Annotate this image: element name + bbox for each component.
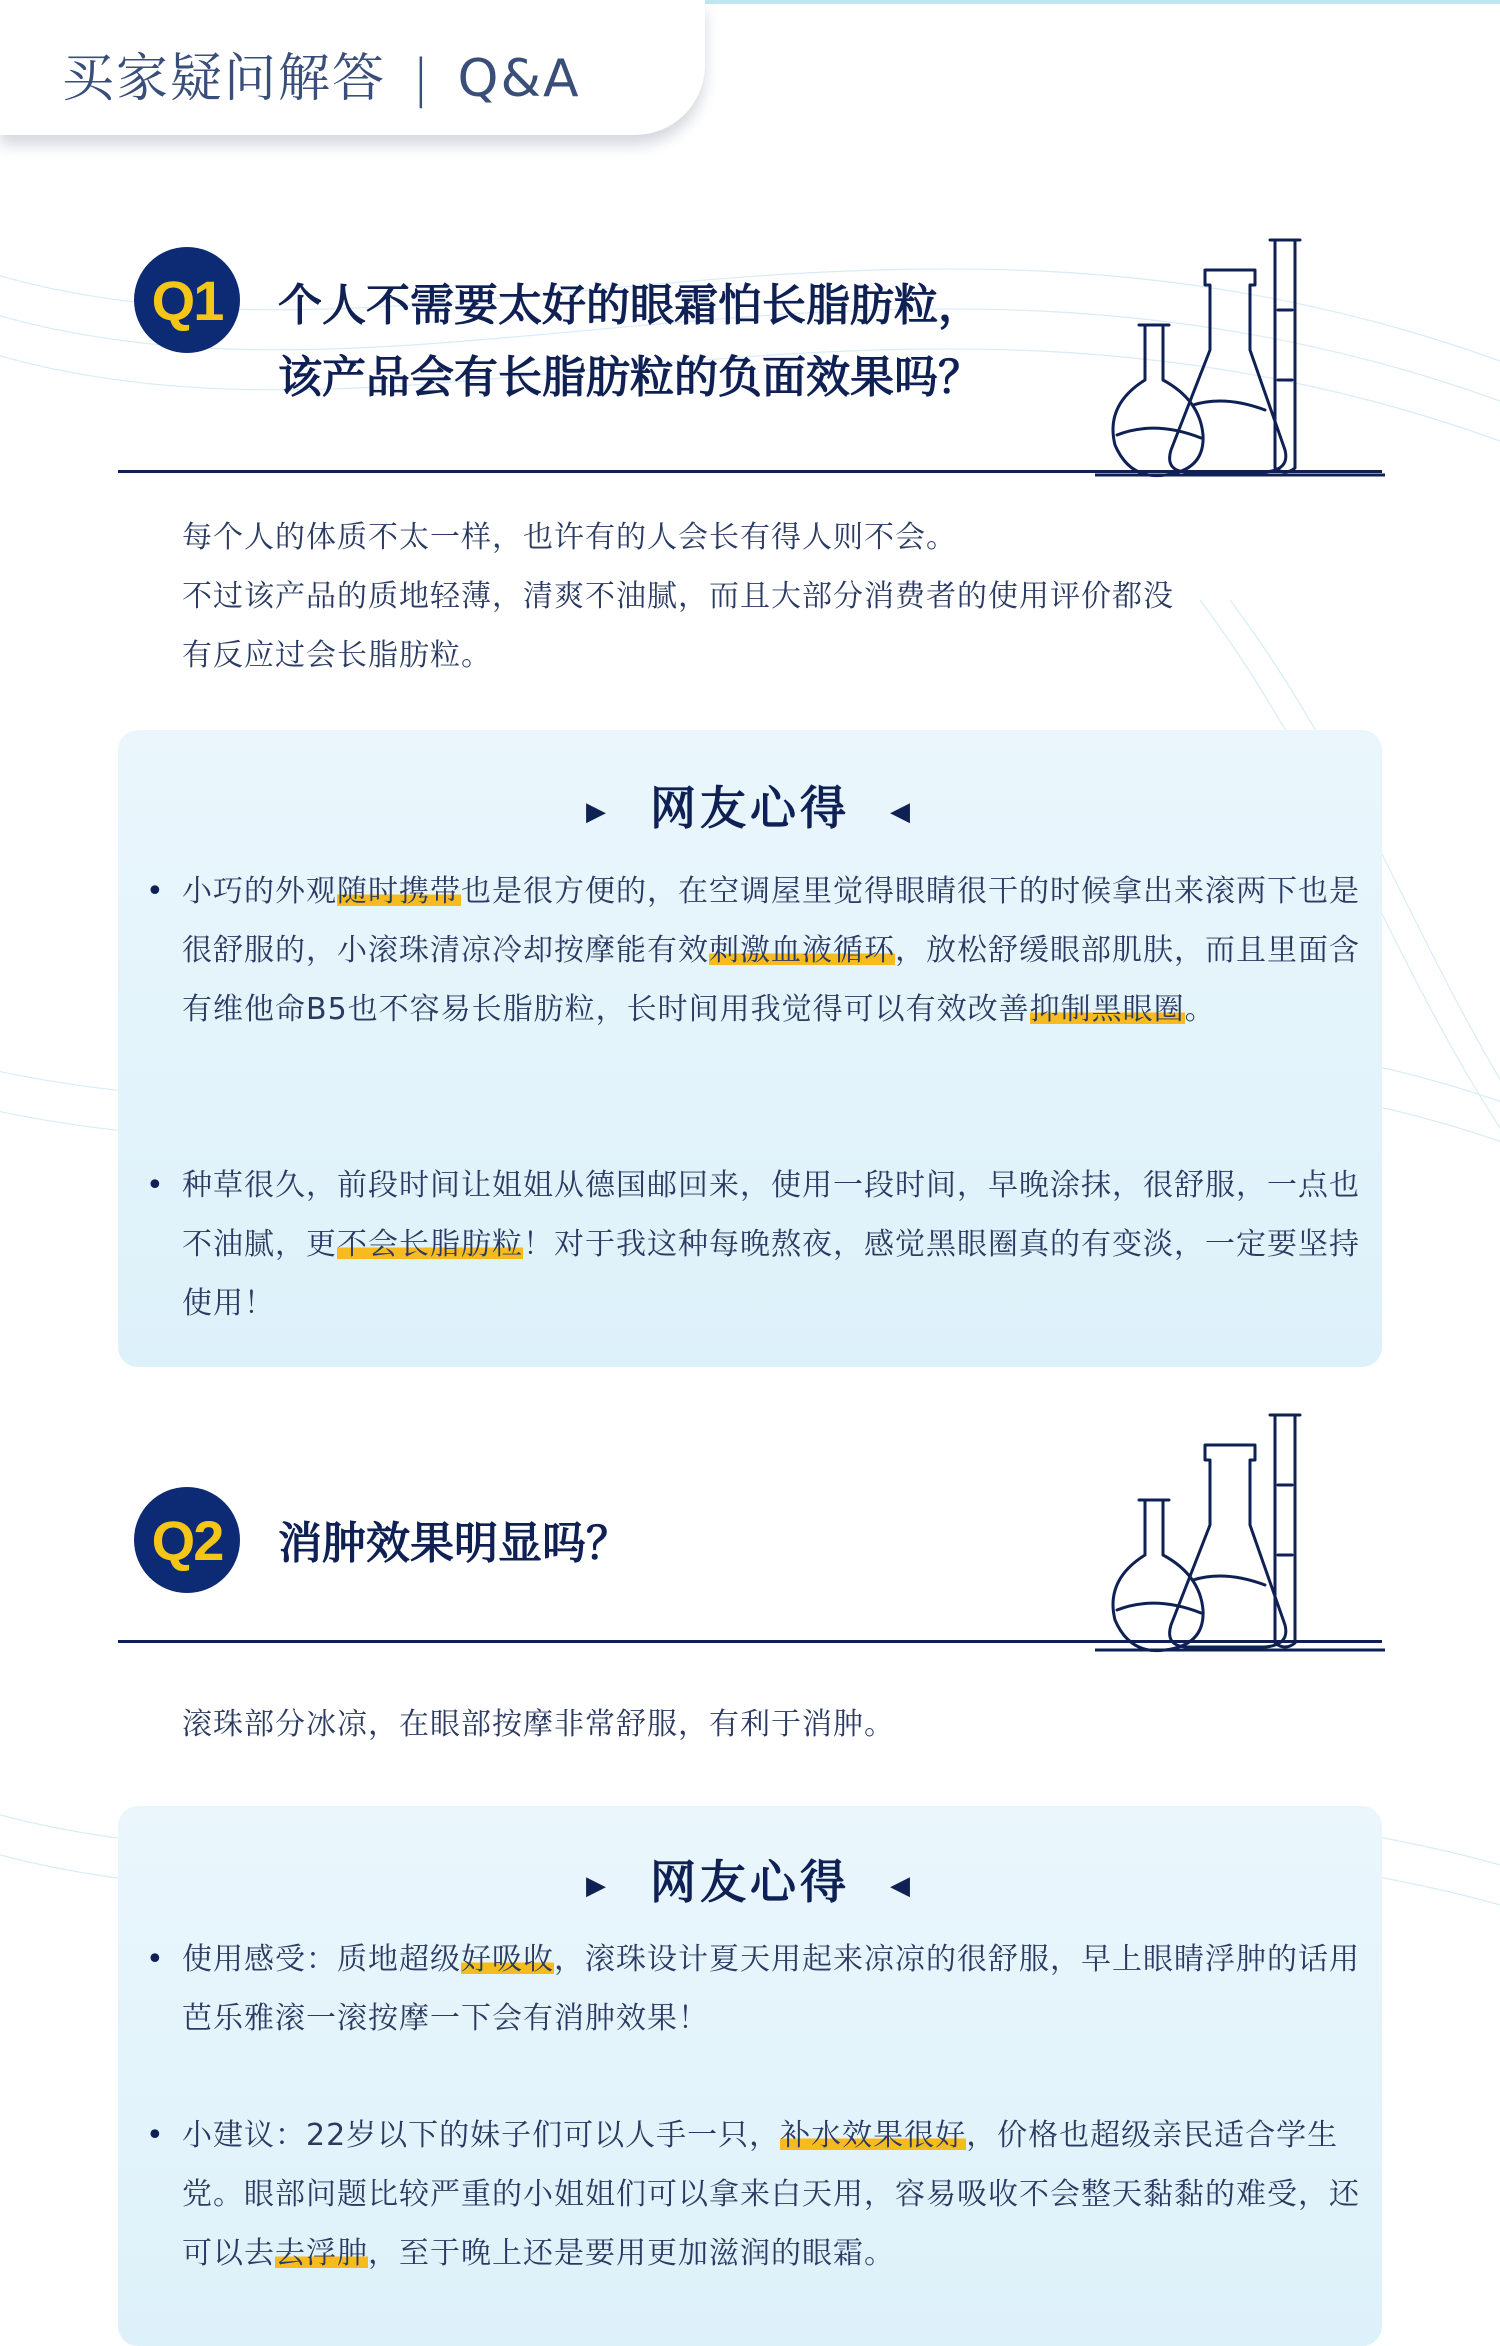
page-subtitle: Q&A bbox=[457, 49, 581, 109]
arrow-right-icon: ▶ bbox=[586, 796, 610, 827]
q1-reviews-panel bbox=[118, 730, 1382, 1367]
q1-panel-title-text: 网友心得 bbox=[650, 781, 850, 835]
q1-answer-line1: 每个人的体质不太一样，也许有的人会长有得人则不会。 bbox=[182, 520, 957, 555]
bullet-icon: • bbox=[146, 1168, 165, 1203]
page-title bbox=[62, 36, 581, 111]
comment-text: 也是很方便的，在空调屋里觉得眼睛很干的时候拿出来滚两下也是很舒服的，小滚珠清凉冷却按摩能有效 bbox=[182, 874, 1360, 968]
q2-answer bbox=[182, 1695, 1357, 1754]
bullet-icon: • bbox=[146, 874, 165, 909]
q2-panel-title bbox=[118, 1846, 1382, 1912]
q1-question-line1: 个人不需要太好的眼霜怕长脂肪粒， bbox=[278, 280, 982, 331]
comment-text: 。 bbox=[1184, 992, 1216, 1027]
highlight-text: 随时携带 bbox=[337, 874, 461, 909]
arrow-right-icon: ▶ bbox=[586, 1870, 610, 1901]
q2-divider bbox=[118, 1640, 1382, 1643]
comment-text: 小建议：22岁以下的妹子们可以人手一只， bbox=[182, 2118, 781, 2153]
highlight-text: 抑制黑眼圈 bbox=[1029, 992, 1185, 1027]
q1-question bbox=[278, 270, 982, 414]
arrow-left-icon: ◀ bbox=[890, 796, 914, 827]
bullet-icon: • bbox=[146, 2118, 165, 2153]
q1-comment-1 bbox=[146, 862, 1368, 1039]
q2-comment-2 bbox=[146, 2106, 1368, 2283]
q2-badge: Q2 bbox=[134, 1487, 240, 1593]
q2-answer-line1: 滚珠部分冰凉，在眼部按摩非常舒服，有利于消肿。 bbox=[182, 1707, 895, 1742]
q1-divider bbox=[118, 470, 1382, 473]
highlight-text: 去浮肿 bbox=[275, 2236, 368, 2271]
q2-reviews-panel bbox=[118, 1806, 1382, 2346]
q1-answer bbox=[182, 508, 1357, 685]
q1-badge: Q1 bbox=[134, 247, 240, 353]
q2-comment-1 bbox=[146, 1930, 1368, 2048]
comment-text: 小巧的外观 bbox=[182, 874, 337, 909]
highlight-text: 刺激血液循环 bbox=[709, 933, 895, 968]
page-title-text: 买家疑问解答 bbox=[62, 49, 387, 109]
highlight-text: 补水效果很好 bbox=[780, 2118, 967, 2153]
highlight-text: 好吸收 bbox=[461, 1942, 554, 1977]
q2-question-line1: 消肿效果明显吗？ bbox=[278, 1518, 630, 1569]
q1-question-line2: 该产品会有长脂肪粒的负面效果吗？ bbox=[278, 352, 982, 403]
q2-question bbox=[278, 1508, 630, 1580]
comment-text: 使用感受：质地超级 bbox=[182, 1942, 461, 1977]
arrow-left-icon: ◀ bbox=[890, 1870, 914, 1901]
q1-comment-2 bbox=[146, 1156, 1368, 1333]
q1-answer-line3: 有反应过会长脂肪粒。 bbox=[182, 638, 492, 673]
q2-panel-title-text: 网友心得 bbox=[650, 1855, 850, 1909]
comment-text: ，滚珠设计夏天用起来凉凉的很舒服，早上眼睛浮肿的话用芭乐雅滚一滚按摩一下会有消肿效果！ bbox=[182, 1942, 1360, 2036]
title-separator: | bbox=[412, 49, 432, 109]
lab-glassware-icon bbox=[1095, 230, 1385, 480]
highlight-text: 不会长脂肪粒 bbox=[337, 1227, 523, 1262]
comment-text: ，价格也超级亲民适合学生党。眼部问题比较严重的小姐姐们可以拿来白天用，容易吸收不会整天黏黏的难受，还可以去 bbox=[182, 2118, 1360, 2271]
comment-text: 种草很久，前段时间让姐姐从德国邮回来，使用一段时间，早晚涂抹，很舒服，一点也不油腻，更 bbox=[182, 1168, 1360, 1262]
comment-text: ！对于我这种每晚熬夜，感觉黑眼圈真的有变淡，一定要坚持使用！ bbox=[182, 1227, 1360, 1321]
q1-panel-title bbox=[118, 772, 1382, 838]
lab-glassware-icon bbox=[1095, 1405, 1385, 1655]
bullet-icon: • bbox=[146, 1942, 165, 1977]
comment-text: ，放松舒缓眼部肌肤，而且里面含有维他命B5也不容易长脂肪粒，长时间用我觉得可以有效改善 bbox=[182, 933, 1360, 1027]
q1-answer-line2: 不过该产品的质地轻薄，清爽不油腻，而且大部分消费者的使用评价都没 bbox=[182, 579, 1174, 614]
comment-text: ，至于晚上还是要用更加滋润的眼霜。 bbox=[368, 2236, 895, 2271]
